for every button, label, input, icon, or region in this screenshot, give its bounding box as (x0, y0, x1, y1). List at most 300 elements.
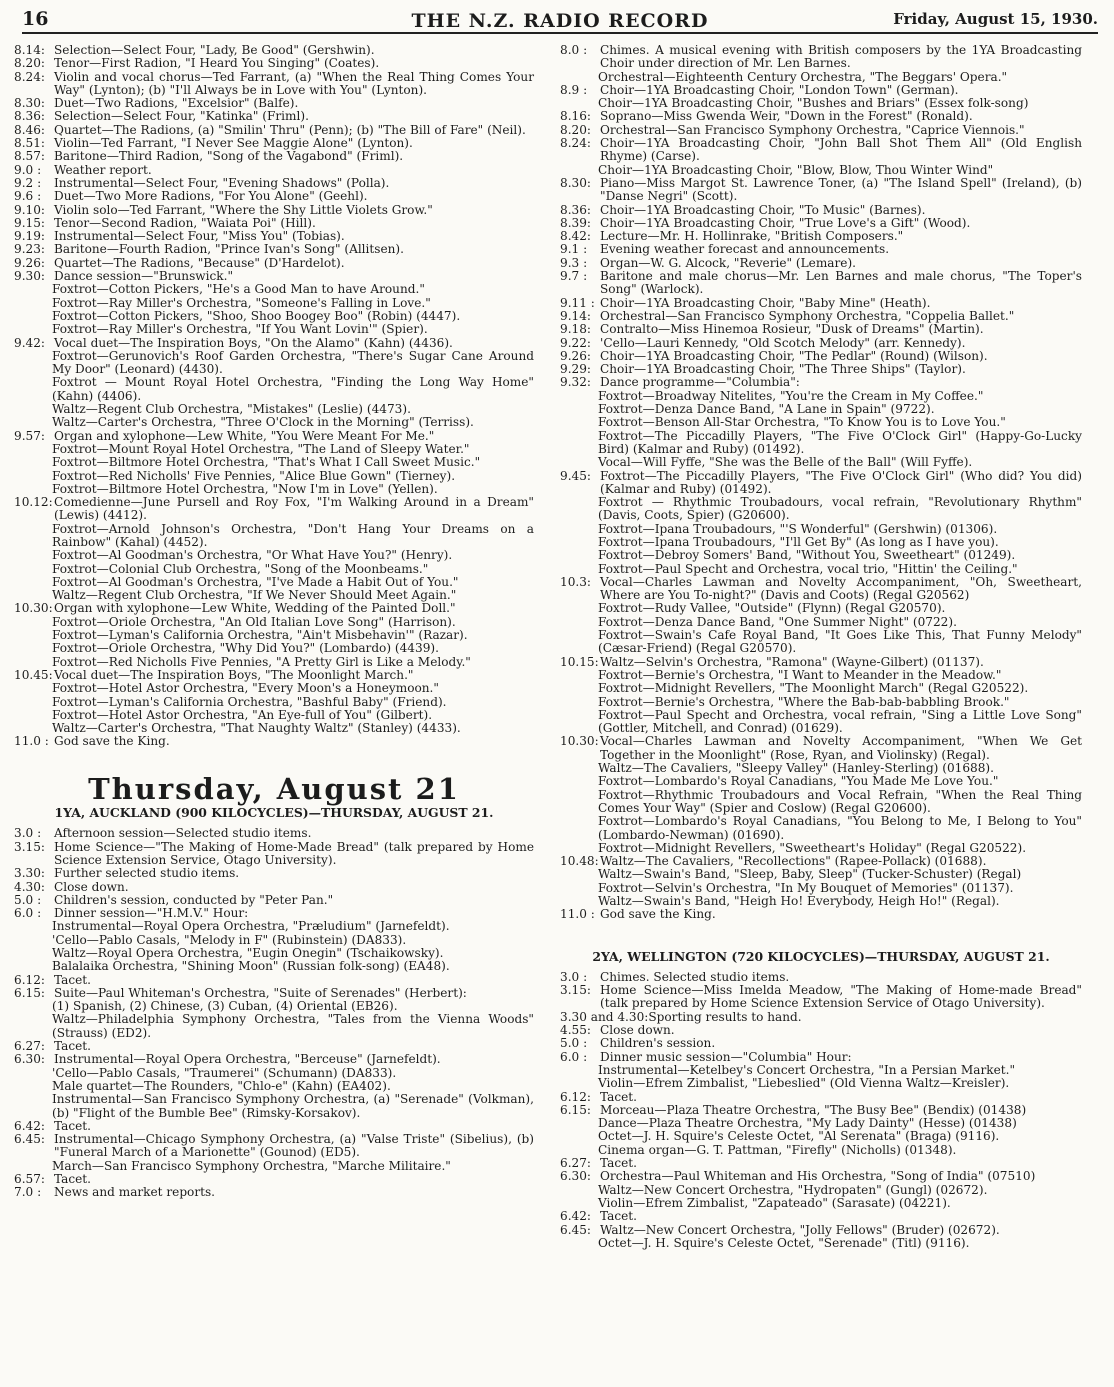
entry-time: 10.30: (14, 601, 53, 616)
programme-entry (14, 257, 534, 270)
entry-text: Dance session—"Brunswick." (54, 269, 234, 284)
programme-entry (560, 350, 1082, 363)
entry-text: Waltz—Selvin's Orchestra, "Ramona" (Wayne-Gilbert) (01137). (600, 654, 984, 669)
entry-text: Tacet. (54, 1172, 91, 1187)
entry-continuation: Foxtrot—Paul Specht and Orchestra, vocal refrain, "Sing a Little Love Song" (Gottler, Mitchell, and Conrad) (01629). (598, 707, 1082, 736)
entry-text: Sporting results to hand. (648, 1009, 802, 1024)
entry-time: 6.27: (560, 1156, 592, 1171)
entry-time: 9.2 : (14, 175, 42, 190)
entry-text: Dinner music session—"Columbia" Hour: (600, 1049, 852, 1064)
entry-text: Violin solo—Ted Farrant, "Where the Shy Little Violets Grow." (54, 202, 433, 217)
programme-entry (14, 1133, 534, 1160)
entry-continuation: Foxtrot—Ipana Troubadours, "'S Wonderful" (Gershwin) (01306). (598, 521, 998, 536)
entry-continuation: Dance—Plaza Theatre Orchestra, "My Lady Dainty" (Hesse) (01438) (598, 1116, 1017, 1131)
entry-continuation: Violin—Efrem Zimbalist, "Zapateado" (Sarasate) (04221). (598, 1195, 951, 1210)
entry-time: 8.51: (14, 136, 46, 151)
entry-text: Orchestra—Paul Whiteman and His Orchestra, "Song of India" (07510) (600, 1169, 1036, 1184)
entry-continuation: Foxtrot—Hotel Astor Orchestra, "Every Moon's a Honeymoon." (52, 681, 439, 696)
page-number: 16 (22, 8, 49, 30)
entry-text: Instrumental—Select Four, "Evening Shadows" (Polla). (54, 175, 390, 190)
entry-time: 9.3 : (560, 255, 588, 270)
programme-entry (14, 1173, 534, 1186)
programme-entry (560, 470, 1082, 497)
entry-text: Baritone—Third Radion, "Song of the Vagabond" (Friml). (54, 149, 404, 164)
entry-time: 9.26: (14, 255, 46, 270)
programme-entry (14, 894, 534, 907)
entry-continuation: Foxtrot—Cotton Pickers, "He's a Good Man to have Around." (52, 282, 425, 297)
programme-entry (560, 230, 1082, 243)
entry-time: 9.57: (14, 428, 46, 443)
programme-entry (14, 137, 534, 150)
publication-title: THE N.Z. RADIO RECORD (411, 10, 709, 32)
entry-text: Choir—1YA Broadcasting Choir, "The Three Ships" (Taylor). (600, 362, 966, 377)
entry-continuation: March—San Francisco Symphony Orchestra, "Marche Militaire." (52, 1158, 451, 1173)
entry-time: 8.16: (560, 109, 592, 124)
entry-text: Tacet. (600, 1209, 637, 1224)
entry-text: News and market reports. (54, 1185, 216, 1200)
entry-continuation: Waltz—Swain's Band, "Sleep, Baby, Sleep" (Tucker-Schuster) (Regal) (598, 867, 1022, 882)
entry-continuation: Waltz—Regent Club Orchestra, "If We Never Should Meet Again." (52, 588, 457, 603)
entry-time: 6.15: (560, 1102, 592, 1117)
entry-time: 8.39: (560, 215, 592, 230)
programme-entry (14, 1120, 534, 1133)
entry-time: 9.19: (14, 229, 46, 244)
entry-continuation: Waltz—Regent Club Orchestra, "Mistakes" (Leslie) (4473). (52, 402, 411, 417)
entry-time: 9.10: (14, 202, 46, 217)
programme-entry (14, 230, 534, 243)
programme-entry (560, 984, 1082, 1011)
entry-continuation: Foxtrot—Red Nicholls Five Pennies, "A Pretty Girl is Like a Melody." (52, 654, 471, 669)
entry-time: 10.30: (560, 734, 599, 749)
programme-entry (14, 841, 534, 868)
entry-time: 9.23: (14, 242, 46, 257)
programme-entry (560, 1037, 1082, 1050)
programme-entry (14, 177, 534, 190)
entry-text: God save the King. (54, 734, 170, 749)
entry-time: 6.45: (14, 1132, 46, 1147)
entry-time: 9.6 : (14, 189, 42, 204)
entry-time: 4.55: (560, 1023, 592, 1038)
entry-time: 8.9 : (560, 82, 588, 97)
entry-continuation: Foxtrot—Arnold Johnson's Orchestra, "Don't Hang Your Dreams on a Rainbow" (Kahal) (4452). (52, 521, 534, 549)
day-heading: Thursday, August 21 (88, 771, 460, 806)
entry-time: 6.30: (560, 1169, 592, 1184)
entry-time: 3.30 and 4.30: (560, 1009, 649, 1024)
programme-entry (14, 150, 534, 163)
entry-continuation: Foxtrot—Ray Miller's Orchestra, "If You Want Lovin'" (Spier). (52, 322, 428, 337)
programme-entry (560, 297, 1082, 310)
left-programme-1ya (14, 827, 534, 1199)
entry-time: 3.15: (14, 839, 46, 854)
entry-text: Choir—1YA Broadcasting Choir, "London Town" (German). (600, 82, 959, 97)
programme-entry (560, 1224, 1082, 1237)
entry-text: Suite—Paul Whiteman's Orchestra, "Suite of Serenades" (Herbert): (54, 985, 467, 1000)
entry-time: 5.0 : (560, 1036, 588, 1051)
entry-time: 9.18: (560, 322, 592, 337)
entry-time: 6.27: (14, 1039, 46, 1054)
entry-text: Tacet. (600, 1089, 637, 1104)
entry-continuation: Foxtrot—Rhythmic Troubadours and Vocal Refrain, "When the Real Thing Comes Your Way" (Spier and Coslow) (Regal G20600). (598, 787, 1082, 815)
entry-time: 9.29: (560, 362, 592, 377)
entry-continuation: Foxtrot—Denza Dance Band, "A Lane in Spain" (9722). (598, 402, 935, 417)
entry-text: Quartet—The Radions, (a) "Smilin' Thru" (Penn); (b) "The Bill of Fare" (Neil). (54, 122, 526, 137)
entry-text: Instrumental—Select Four, "Miss You" (Tobias). (54, 229, 345, 244)
entry-continuation: Foxtrot — Mount Royal Hotel Orchestra, "Finding the Long Way Home" (Kahn) (4406). (52, 375, 534, 403)
entry-continuation: Foxtrot—Red Nicholls' Five Pennies, "Alice Blue Gown" (Tierney). (52, 468, 456, 483)
entry-text: Vocal duet—The Inspiration Boys, "On the Alamo" (Kahn) (4436). (54, 335, 453, 350)
entry-text: Weather report. (54, 162, 152, 177)
entry-time: 6.45: (560, 1222, 592, 1237)
programme-entry (14, 430, 534, 443)
entry-text: Afternoon session—Selected studio items. (54, 826, 312, 841)
programme-entry (14, 337, 534, 350)
issue-date: Friday, August 15, 1930. (893, 10, 1098, 28)
entry-time: 8.24: (14, 69, 46, 84)
entry-text: Soprano—Miss Gwenda Weir, "Down in the Forest" (Ronald). (600, 109, 973, 124)
entry-continuation: Foxtrot—Bernie's Orchestra, "Where the Bab-bab-babbling Brook." (598, 694, 1010, 709)
entry-continuation: Foxtrot—Colonial Club Orchestra, "Song of the Moonbeams." (52, 561, 429, 576)
entry-continuation: Orchestral—Eighteenth Century Orchestra, "The Beggars' Opera." (598, 69, 1008, 84)
entry-text: Chimes. Selected studio items. (600, 969, 790, 984)
entry-text: Organ—W. G. Alcock, "Reverie" (Lemare). (600, 255, 857, 270)
programme-entry (14, 974, 534, 987)
programme-entry (560, 270, 1082, 297)
entry-time: 6.15: (14, 985, 46, 1000)
entry-text: Foxtrot—The Piccadilly Players, "The Five O'Clock Girl" (Who did? You did) (Kalmar and Ruby) (01492). (600, 468, 1082, 496)
programme-entry (14, 44, 534, 57)
entry-text: Instrumental—Royal Opera Orchestra, "Berceuse" (Jarnefeldt). (54, 1052, 441, 1067)
entry-continuation: Foxtrot—Mount Royal Hotel Orchestra, "The Land of Sleepy Water." (52, 441, 470, 456)
entry-continuation: Instrumental—Royal Opera Orchestra, "Præludium" (Jarnefeldt). (52, 919, 450, 934)
entry-continuation: Foxtrot—Al Goodman's Orchestra, "I've Made a Habit Out of You." (52, 574, 459, 589)
entry-time: 10.45: (14, 667, 53, 682)
programme-entry (560, 1091, 1082, 1104)
entry-continuation: Octet—J. H. Squire's Celeste Octet, "Al Serenata" (Braga) (9116). (598, 1129, 1000, 1144)
programme-entry (560, 310, 1082, 323)
entry-text: Orchestral—San Francisco Symphony Orchestra, "Caprice Viennois." (600, 122, 1025, 137)
entry-text: Tacet. (54, 1039, 91, 1054)
entry-text: Violin and vocal chorus—Ted Farrant, (a) "When the Real Thing Comes Your Way" (Lynton); (b) "I'll Always be in Love with You" (Lynton). (54, 69, 534, 97)
programme-entry (560, 855, 1082, 868)
entry-text: Selection—Select Four, "Katinka" (Friml). (54, 109, 309, 124)
entry-continuation: Foxtrot—Ipana Troubadours, "I'll Get By" (As long as I have you). (598, 534, 999, 549)
programme-entry (14, 907, 534, 920)
programme-entry (560, 971, 1082, 984)
entry-continuation: Cinema organ—G. T. Pattman, "Firefly" (Nicholls) (01348). (598, 1142, 957, 1157)
entry-text: Choir—1YA Broadcasting Choir, "True Love's a Gift" (Wood). (600, 215, 971, 230)
entry-text: Close down. (600, 1023, 675, 1038)
entry-continuation: Foxtrot—Paul Specht and Orchestra, vocal trio, "Hittin' the Ceiling." (598, 561, 1018, 576)
entry-text: Instrumental—Chicago Symphony Orchestra, (a) "Valse Triste" (Sibelius), (b) "Funeral March of a Marionette" (Gounod) (ED5). (54, 1132, 534, 1160)
entry-text: Close down. (54, 879, 129, 894)
entry-text: Evening weather forecast and announcements. (600, 242, 890, 257)
entry-time: 8.30: (560, 175, 592, 190)
entry-continuation: Male quartet—The Rounders, "Chlo-e" (Kahn) (EA402). (52, 1078, 391, 1093)
programme-entry (14, 1053, 534, 1066)
programme-entry (14, 204, 534, 217)
entry-time: 11.0 : (560, 907, 595, 922)
programme-entry (560, 1051, 1082, 1064)
entry-text: Quartet—The Radions, "Because" (D'Hardelot). (54, 255, 345, 270)
programme-entry (560, 1011, 1082, 1024)
entry-continuation: Foxtrot—Benson All-Star Orchestra, "To Know You is to Love You." (598, 415, 1006, 430)
programme-entry (14, 1040, 534, 1053)
entry-continuation: Foxtrot—Al Goodman's Orchestra, "Or What Have You?" (Henry). (52, 548, 453, 563)
entry-time: 8.42: (560, 229, 592, 244)
entry-continuation: Foxtrot — Rhythmic Troubadours, vocal refrain, "Revolutionary Rhythm" (Davis, Coots, Spier) (G20600). (598, 495, 1082, 523)
entry-text: Lecture—Mr. H. Hollinrake, "British Composers." (600, 229, 904, 244)
entry-text: Violin—Ted Farrant, "I Never See Maggie Alone" (Lynton). (54, 136, 413, 151)
entry-time: 5.0 : (14, 892, 42, 907)
entry-text: Tacet. (600, 1156, 637, 1171)
programme-entry (560, 137, 1082, 164)
programme-entry (560, 84, 1082, 97)
entry-continuation: Foxtrot—Denza Dance Band, "One Summer Night" (0722). (598, 614, 957, 629)
entry-continuation: Waltz—Royal Opera Orchestra, "Eugin Onegin" (Tschaikowsky). (52, 946, 444, 960)
entry-text: Waltz—The Cavaliers, "Recollections" (Rapee-Pollack) (01688). (600, 854, 987, 869)
entry-text: Tenor—First Radion, "I Heard You Singing" (Coates). (54, 56, 380, 71)
entry-time: 9.45: (560, 468, 592, 483)
entry-text: Children's session. (600, 1036, 716, 1051)
entry-time: 3.15: (560, 983, 592, 998)
entry-continuation: 'Cello—Pablo Casals, "Traumerei" (Schumann) (DA833). (52, 1065, 397, 1080)
entry-continuation: Foxtrot—Broadway Nitelites, "You're the Cream in My Coffee." (598, 388, 984, 403)
programme-entry (560, 337, 1082, 350)
entry-continuation: Waltz—Carter's Orchestra, "That Naughty Waltz" (Stanley) (4433). (52, 721, 461, 736)
programme-entry (14, 57, 534, 70)
entry-time: 8.14: (14, 43, 46, 57)
entry-continuation: Choir—1YA Broadcasting Choir, "Blow, Blow, Thou Winter Wind" (598, 162, 994, 177)
entry-time: 8.36: (14, 109, 46, 124)
programme-entry (560, 124, 1082, 137)
entry-time: 3.0 : (560, 969, 588, 984)
entry-text: Vocal—Charles Lawman and Novelty Accompaniment, "When We Get Together in the Moonlight" (Rose, Ryan, and Violinsky) (Regal). (600, 734, 1082, 762)
entry-text: Tacet. (54, 972, 91, 987)
programme-entry (560, 376, 1082, 389)
entry-time: 8.57: (14, 149, 46, 164)
entry-text: Dinner session—"H.M.V." Hour: (54, 906, 249, 921)
programme-entry (14, 735, 534, 748)
entry-continuation: Foxtrot—Lyman's California Orchestra, "Bashful Baby" (Friend). (52, 694, 447, 709)
entry-continuation: Foxtrot—Swain's Cafe Royal Band, "It Goes Like This, That Funny Melody" (Cæsar-Friend) (Regal G20570). (598, 628, 1082, 656)
entry-time: 9.1 : (560, 242, 588, 257)
entry-continuation: Waltz—Philadelphia Symphony Orchestra, "Tales from the Vienna Woods" (Strauss) (ED2). (52, 1012, 534, 1040)
entry-continuation: Foxtrot—Debroy Somers' Band, "Without You, Sweetheart" (01249). (598, 548, 1016, 563)
entry-text: Contralto—Miss Hinemoa Rosieur, "Dusk of Dreams" (Martin). (600, 322, 984, 337)
entry-text: Home Science—Miss Imelda Meadow, "The Making of Home-made Bread" (talk prepared by Home Science Extension Service of Otago University). (600, 983, 1082, 1011)
entry-time: 6.0 : (560, 1049, 588, 1064)
programme-entry (14, 496, 534, 523)
entry-continuation: Choir—1YA Broadcasting Choir, "Bushes and Briars" (Essex folk-song) (598, 96, 1029, 111)
programme-entry (14, 243, 534, 256)
entry-time: 9.26: (560, 348, 592, 363)
entry-text: Dance programme—"Columbia": (600, 375, 800, 390)
right-column (560, 44, 1082, 1250)
programme-entry (560, 44, 1082, 71)
entry-text: Children's session, conducted by "Peter Pan." (54, 892, 334, 907)
right-programme-1ya-evening (560, 44, 1082, 922)
entry-continuation: Instrumental—Ketelbey's Concert Orchestra, "In a Persian Market." (598, 1062, 1016, 1077)
entry-text: Selection—Select Four, "Lady, Be Good" (Gershwin). (54, 43, 375, 57)
left-programme-continued (14, 44, 534, 749)
programme-entry (14, 867, 534, 880)
programme-entry (560, 1157, 1082, 1170)
entry-continuation: Waltz—Carter's Orchestra, "Three O'Clock in the Morning" (Terriss). (52, 415, 474, 430)
entry-continuation: Foxtrot—Bernie's Orchestra, "I Want to Meander in the Meadow." (598, 667, 1002, 682)
entry-time: 9.15: (14, 215, 46, 230)
entry-text: Vocal duet—The Inspiration Boys, "The Moonlight March." (54, 667, 414, 682)
entry-text: Duet—Two More Radions, "For You Alone" (Geehl). (54, 189, 368, 204)
programme-entry (14, 190, 534, 203)
entry-time: 9.14: (560, 308, 592, 323)
programme-entry (560, 735, 1082, 762)
programme-entry (14, 110, 534, 123)
entry-continuation: Foxtrot—Ray Miller's Orchestra, "Someone's Falling in Love." (52, 295, 431, 310)
entry-time: 6.12: (14, 972, 46, 987)
entry-text: Choir—1YA Broadcasting Choir, "Baby Mine" (Heath). (600, 295, 931, 310)
entry-time: 6.42: (14, 1118, 46, 1133)
station-heading-1ya: 1YA, AUCKLAND (900 KILOCYCLES)—THURSDAY, AUGUST 21. (54, 805, 494, 821)
entry-continuation: Waltz—New Concert Orchestra, "Hydropaten" (Gungl) (02672). (598, 1182, 988, 1197)
right-programme-2ya (560, 971, 1082, 1250)
entry-text: God save the King. (600, 907, 716, 922)
entry-time: 9.11 : (560, 295, 595, 310)
entry-text: Organ and xylophone—Lew White, "You Were Meant For Me." (54, 428, 435, 443)
programme-entry (14, 881, 534, 894)
entry-text: 'Cello—Lauri Kennedy, "Old Scotch Melody" (arr. Kennedy). (600, 335, 966, 350)
station-heading-2ya: 2YA, WELLINGTON (720 KILOCYCLES)—THURSDAY, AUGUST 21. (592, 948, 1050, 964)
entry-continuation: (1) Spanish, (2) Chinese, (3) Cuban, (4) Oriental (EB26). (52, 999, 398, 1014)
entry-time: 7.0 : (14, 1185, 42, 1200)
entry-time: 10.3: (560, 574, 592, 589)
entry-continuation: Foxtrot—Biltmore Hotel Orchestra, "That's What I Call Sweet Music." (52, 455, 481, 470)
entry-continuation: Foxtrot—Midnight Revellers, "Sweetheart's Holiday" (Regal G20522). (598, 840, 1027, 855)
entry-continuation: 'Cello—Pablo Casals, "Melody in F" (Rubinstein) (DA833). (52, 932, 407, 947)
programme-entry (560, 323, 1082, 336)
entry-time: 8.30: (14, 96, 46, 111)
entry-text: Chimes. A musical evening with British composers by the 1YA Broadcasting Choir under direction of Mr. Len Barnes. (600, 43, 1082, 71)
entry-text: Vocal—Charles Lawman and Novelty Accompaniment, "Oh, Sweetheart, Where are You To-night?" (Davis and Coots) (Regal G20562) (600, 574, 1082, 603)
entry-continuation: Balalaika Orchestra, "Shining Moon" (Russian folk-song) (EA48). (52, 959, 450, 974)
entry-time: 8.36: (560, 202, 592, 217)
entry-continuation: Foxtrot—Lombardo's Royal Canadians, "You Belong to Me, I Belong to You" (Lombardo-Newman) (01690). (598, 814, 1082, 842)
entry-continuation: Foxtrot—Biltmore Hotel Orchestra, "Now I'm in Love" (Yellen). (52, 481, 438, 496)
programme-entry (14, 987, 534, 1000)
entry-text: Tacet. (54, 1118, 91, 1133)
programme-entry (14, 602, 534, 615)
programme-entry (560, 1024, 1082, 1037)
entry-text: Organ with xylophone—Lew White, Wedding of the Painted Doll." (54, 601, 456, 616)
entry-time: 3.30: (14, 866, 46, 881)
programme-entry (560, 363, 1082, 376)
programme-entry (14, 71, 534, 98)
entry-continuation: Foxtrot—Oriole Orchestra, "Why Did You?" (Lombardo) (4439). (52, 641, 439, 656)
entry-text: Further selected studio items. (54, 866, 240, 881)
entry-time: 6.30: (14, 1052, 46, 1067)
entry-text: Choir—1YA Broadcasting Choir, "The Pedlar" (Round) (Wilson). (600, 348, 988, 363)
entry-continuation: Foxtrot—Lombardo's Royal Canadians, "You Made Me Love You." (598, 774, 999, 789)
page-header (22, 6, 1098, 34)
entry-time: 4.30: (14, 879, 46, 894)
entry-time: 9.30: (14, 269, 46, 284)
entry-time: 8.46: (14, 122, 46, 137)
programme-entry (560, 656, 1082, 669)
entry-continuation: Foxtrot—Cotton Pickers, "Shoo, Shoo Boogey Boo" (Robin) (4447). (52, 308, 461, 323)
programme-entry (560, 576, 1082, 603)
entry-text: Choir—1YA Broadcasting Choir, "John Ball Shot Them All" (Old English Rhyme) (Carse). (600, 136, 1082, 164)
programme-entry (14, 124, 534, 137)
programme-entry (560, 217, 1082, 230)
programme-entry (560, 908, 1082, 921)
programme-entry (560, 177, 1082, 204)
entry-text: Morceau—Plaza Theatre Orchestra, "The Busy Bee" (Bendix) (01438) (600, 1102, 1027, 1117)
entry-text: Waltz—New Concert Orchestra, "Jolly Fellows" (Bruder) (02672). (600, 1222, 1000, 1237)
entry-continuation: Violin—Efrem Zimbalist, "Liebeslied" (Old Vienna Waltz—Kreisler). (598, 1076, 1010, 1091)
entry-continuation: Vocal—Will Fyffe, "She was the Belle of the Ball" (Will Fyffe). (598, 455, 973, 470)
entry-text: Duet—Two Radions, "Excelsior" (Balfe). (54, 96, 299, 111)
entry-text: Home Science—"The Making of Home-Made Bread" (talk prepared by Home Science Extension Service, Otago University). (54, 839, 534, 867)
entry-text: Choir—1YA Broadcasting Choir, "To Music" (Barnes). (600, 202, 926, 217)
entry-time: 6.12: (560, 1089, 592, 1104)
entry-time: 6.0 : (14, 906, 42, 921)
entry-text: Comedienne—June Pursell and Roy Fox, "I'm Walking Around in a Dream" (Lewis) (4412). (54, 495, 534, 523)
entry-continuation: Foxtrot—Lyman's California Orchestra, "Ain't Misbehavin'" (Razar). (52, 628, 468, 643)
entry-continuation: Octet—J. H. Squire's Celeste Octet, "Serenade" (Titl) (9116). (598, 1235, 970, 1250)
programme-entry (560, 110, 1082, 123)
programme-entry (14, 97, 534, 110)
entry-time: 8.24: (560, 136, 592, 151)
programme-entry (560, 1210, 1082, 1223)
entry-time: 11.0 : (14, 734, 49, 749)
entry-text: Baritone—Fourth Radion, "Prince Ivan's Song" (Allitsen). (54, 242, 404, 257)
entry-time: 8.20: (14, 56, 46, 71)
entry-time: 6.42: (560, 1209, 592, 1224)
entry-continuation: Foxtrot—Gerunovich's Roof Garden Orchestra, "There's Sugar Cane Around My Door" (Leonard) (4430). (52, 348, 534, 377)
entry-time: 10.12: (14, 495, 53, 510)
entry-continuation: Foxtrot—The Piccadilly Players, "The Five O'Clock Girl" (Happy-Go-Lucky Bird) (Kalmar and Ruby) (01492). (598, 428, 1082, 456)
entry-continuation: Waltz—The Cavaliers, "Sleepy Valley" (Hanley-Sterling) (01688). (598, 761, 994, 776)
entry-text: Baritone and male chorus—Mr. Len Barnes and male chorus, "The Toper's Song" (Warlock). (600, 269, 1082, 297)
programme-entry (560, 1104, 1082, 1117)
entry-time: 9.22: (560, 335, 592, 350)
entry-continuation: Foxtrot—Oriole Orchestra, "An Old Italian Love Song" (Harrison). (52, 614, 456, 629)
entry-text: Piano—Miss Margot St. Lawrence Toner, (a) "The Island Spell" (Ireland), (b) "Danse Negri" (Scott). (600, 175, 1082, 204)
left-column (14, 44, 534, 1200)
programme-entry (560, 257, 1082, 270)
entry-time: 8.20: (560, 122, 592, 137)
entry-time: 8.0 : (560, 43, 588, 57)
entry-time: 10.48: (560, 854, 599, 869)
entry-text: Orchestral—San Francisco Symphony Orchestra, "Coppelia Ballet." (600, 308, 1015, 323)
entry-time: 6.57: (14, 1172, 46, 1187)
entry-continuation: Foxtrot—Hotel Astor Orchestra, "An Eye-full of You" (Gilbert). (52, 707, 433, 722)
entry-time: 9.0 : (14, 162, 42, 177)
programme-entry (14, 217, 534, 230)
programme-entry (14, 270, 534, 283)
entry-continuation: Instrumental—San Francisco Symphony Orchestra, (a) "Serenade" (Volkman), (b) "Flight of the Bumble Bee" (Rimsky-Korsakov). (52, 1092, 534, 1120)
entry-text: Tenor—Second Radion, "Waiata Poi" (Hill). (54, 215, 316, 230)
entry-time: 3.0 : (14, 826, 42, 841)
programme-entry (14, 669, 534, 682)
entry-continuation: Foxtrot—Selvin's Orchestra, "In My Bouquet of Memories" (01137). (598, 880, 1014, 895)
entry-time: 10.15: (560, 654, 599, 669)
programme-entry (560, 1170, 1082, 1183)
entry-continuation: Waltz—Swain's Band, "Heigh Ho! Everybody, Heigh Ho!" (Regal). (598, 894, 1000, 908)
entry-time: 9.32: (560, 375, 592, 390)
programme-entry (560, 243, 1082, 256)
programme-entry (14, 827, 534, 840)
entry-time: 9.42: (14, 335, 46, 350)
